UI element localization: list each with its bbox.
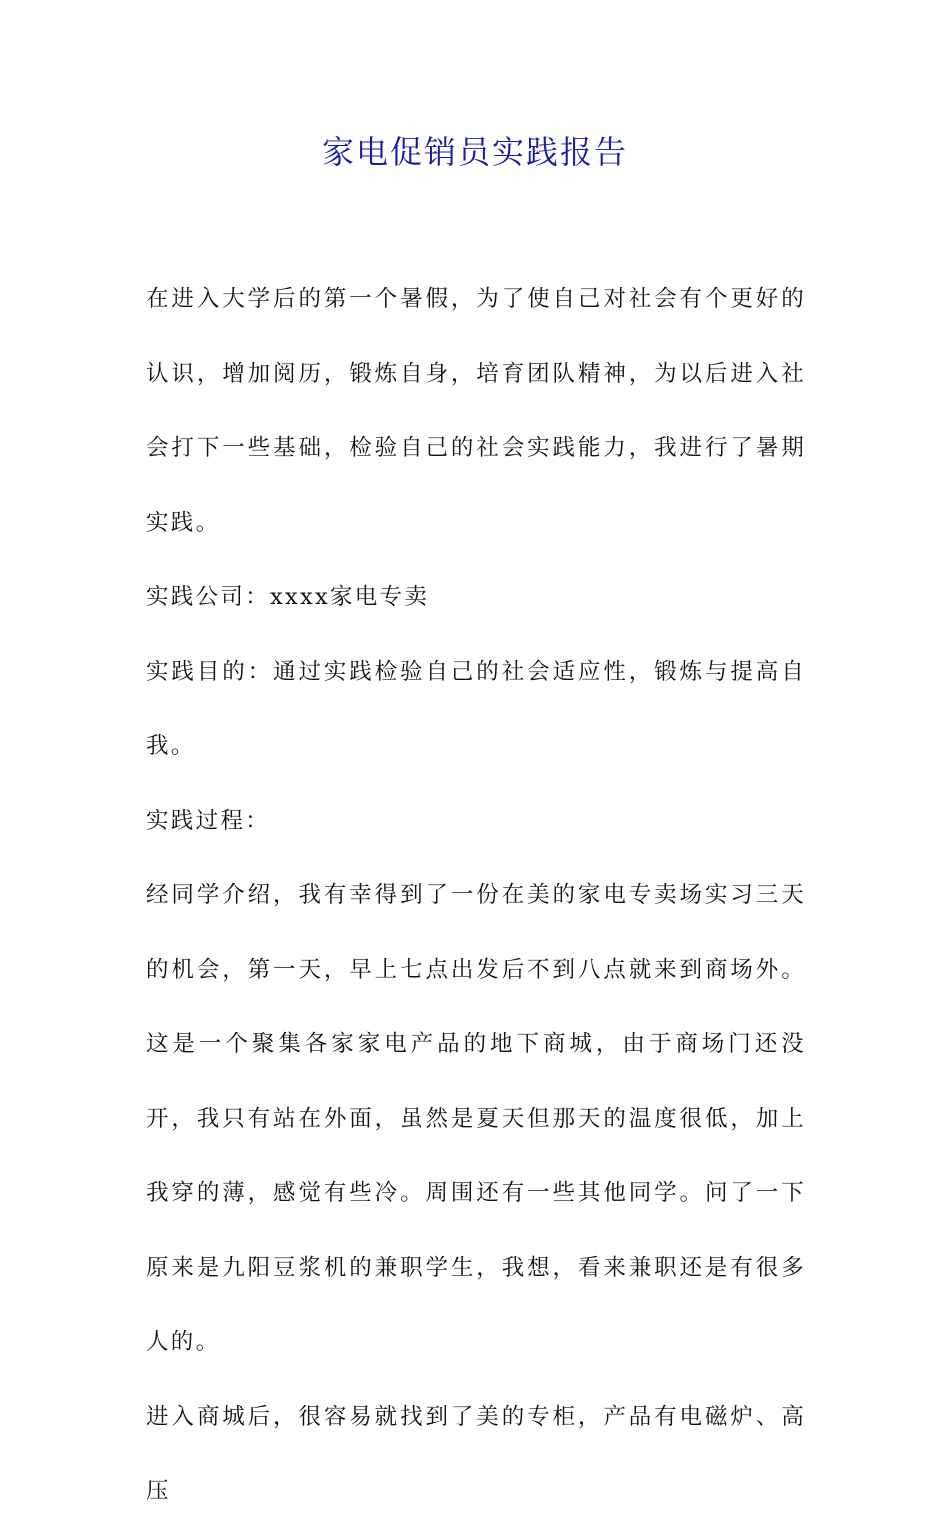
paragraph-process-heading: 实践过程：: [146, 807, 271, 834]
document-body: [146, 262, 806, 1529]
paragraph-first-day: 经同学介绍，我有幸得到了一份在美的家电专卖场实习三天的机会，第一天，早上七点出发后不到八点就来到商场外。这是一个聚集各家家电产品的地下商城，由于商场门还没开，我只有站在外面，虽然是夏天但那天的温度很低，加上我穿的薄，感觉有些冷。周围还有一些其他同学。问了一下原来是九阳豆浆机的兼职学生，我想，看来兼职还是有很多人的。: [146, 882, 806, 1355]
document-title: 家电促销员实践报告: [321, 133, 628, 171]
paragraph-company: 实践公司：xxxx家电专卖: [146, 584, 430, 610]
paragraph-purpose: 实践目的：通过实践检验自己的社会适应性，锻炼与提高自我。: [146, 658, 806, 759]
paragraph-entering-mall: 进入商城后，很容易就找到了美的专柜，产品有电磁炉、高压: [146, 1403, 806, 1504]
paragraph-intro: 在进入大学后的第一个暑假，为了使自己对社会有个更好的认识，增加阅历，锻炼自身，培育团队精神，为以后进入社会打下一些基础，检验自己的社会实践能力，我进行了暑期实践。: [146, 286, 806, 536]
